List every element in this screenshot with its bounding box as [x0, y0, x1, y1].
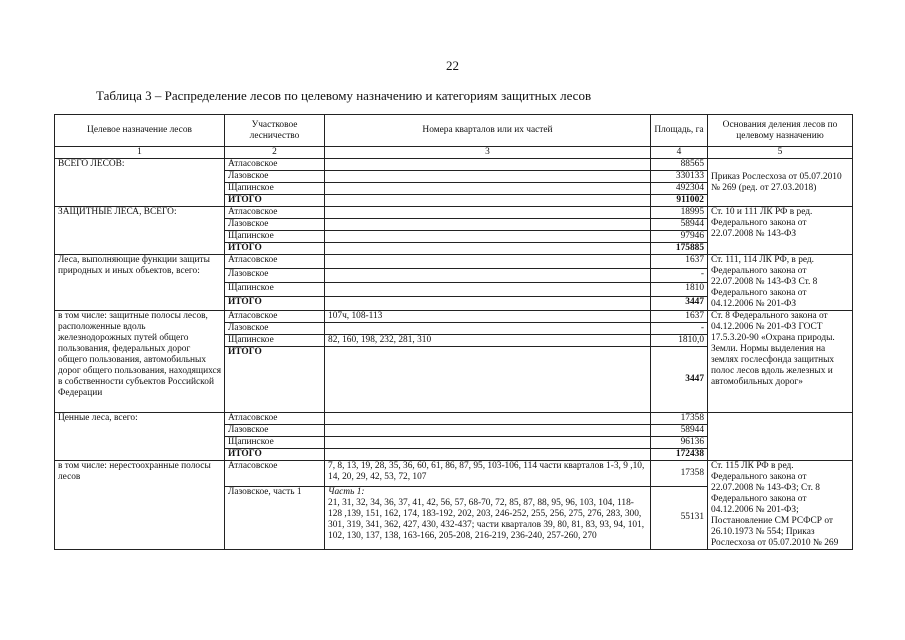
quarters-cell [325, 297, 651, 311]
basis-cell [708, 413, 853, 461]
table-row [55, 207, 853, 219]
header-row [55, 115, 853, 147]
header-forestry: Участковое лесничество [225, 115, 325, 147]
header-quarters: Номера кварталов или их частей [325, 115, 651, 147]
forestry-cell: Лазовское, часть 1 [225, 486, 325, 549]
quarters-cell [325, 207, 651, 219]
quarters-cell: 107ч, 108-113 [325, 311, 651, 323]
area-cell: 55131 [651, 486, 708, 549]
header-number: 1 [55, 147, 225, 159]
quarters-cell [325, 255, 651, 269]
quarters-cell [325, 283, 651, 297]
area-cell: 1637 [651, 311, 708, 323]
area-cell: 17358 [651, 461, 708, 487]
header-basis: Основания деления лесов по целевому назначению [708, 115, 853, 147]
forestry-cell: Атласовское [225, 461, 325, 487]
area-cell: 88565 [651, 159, 708, 171]
total-label: ИТОГО [225, 449, 325, 461]
purpose-cell: в том числе: защитные полосы лесов, расположенные вдоль железнодорожных путей общего пользования, федеральных дорог общего пользования, автомобильных дорог общего пользования, находящихся в собственности субъектов Российской Федерации [55, 311, 225, 413]
header-area: Площадь, га [651, 115, 708, 147]
quarters-cell [325, 425, 651, 437]
area-cell: - [651, 323, 708, 335]
total-label: ИТОГО [225, 195, 325, 207]
area-cell: 58944 [651, 425, 708, 437]
header-number: 4 [651, 147, 708, 159]
quarters-cell [325, 171, 651, 183]
quarters-cell [325, 159, 651, 171]
forestry-cell: Щапинское [225, 437, 325, 449]
quarters-cell [325, 219, 651, 231]
quarters-cell: 7, 8, 13, 19, 28, 35, 36, 60, 61, 86, 87, 95, 103-106, 114 части кварталов 1-3, 9 ,10, 14, 20, 29, 42, 53, 72, 107 [325, 461, 651, 487]
purpose-cell: ВСЕГО ЛЕСОВ: [55, 159, 225, 207]
quarters-text: 21, 31, 32, 34, 36, 37, 41, 42, 56, 57, 68-70, 72, 85, 87, 88, 95, 96, 103, 104, 118-128 ,139, 151, 162, 174, 183-192, 202, 203, 246-252, 255, 256, 275, 276, 283, 300, 301, 319, 341, 362, 427, 430, 432-437; части кварталов 39, 80, 81, 83, 93, 94, 101, 102, 130, 137, 138, 163-166, 205-208, 216-219, 236-240, 257-260, 270 [328, 497, 645, 541]
total-area: 3447 [651, 347, 708, 413]
basis-cell: Ст. 115 ЛК РФ в ред. Федерального закона от 22.07.2008 № 143-ФЗ; Ст. 8 Федерального закона от 04.12.2006 № 201-ФЗ; Постановление СМ РСФСР от 26.10.1973 № 554; Приказ Рослесхоза от 05.07.2010 № 269 [708, 461, 853, 550]
quarters-cell [325, 269, 651, 283]
table-row [55, 311, 853, 323]
forestry-cell: Атласовское [225, 413, 325, 425]
total-area: 175885 [651, 243, 708, 255]
basis-cell: Ст. 111, 114 ЛК РФ, в ред. Федерального закона от 22.07.2008 № 143-ФЗ Ст. 8 Федерального закона от 04.12.2006 № 201-ФЗ [708, 255, 853, 311]
quarters-cell [325, 449, 651, 461]
area-cell: 17358 [651, 413, 708, 425]
quarters-cell [325, 195, 651, 207]
quarters-cell [325, 183, 651, 195]
forestry-cell: Лазовское [225, 219, 325, 231]
quarters-cell [325, 323, 651, 335]
header-number: 3 [325, 147, 651, 159]
part-label: Часть 1: [328, 486, 365, 497]
header-number: 2 [225, 147, 325, 159]
page-number: 22 [446, 58, 459, 73]
forestry-cell: Лазовское [225, 425, 325, 437]
total-area: 3447 [651, 297, 708, 311]
table-row [55, 159, 853, 171]
area-cell: 492304 [651, 183, 708, 195]
area-cell: 1810,0 [651, 335, 708, 347]
quarters-cell [325, 231, 651, 243]
quarters-cell [325, 413, 651, 425]
quarters-cell [325, 486, 651, 549]
total-area: 172438 [651, 449, 708, 461]
forestry-cell: Щапинское [225, 231, 325, 243]
total-area: 911002 [651, 195, 708, 207]
basis-cell: Ст. 10 и 111 ЛК РФ в ред. Федерального закона от 22.07.2008 № 143-ФЗ [708, 207, 853, 255]
forestry-cell: Атласовское [225, 255, 325, 269]
area-cell: 1637 [651, 255, 708, 269]
purpose-cell: Ценные леса, всего: [55, 413, 225, 461]
forestry-cell: Щапинское [225, 283, 325, 297]
forestry-cell: Атласовское [225, 311, 325, 323]
area-cell: - [651, 269, 708, 283]
total-label: ИТОГО [225, 347, 325, 413]
area-cell: 330133 [651, 171, 708, 183]
table-row [55, 461, 853, 487]
table-caption: Таблица 3 – Распределение лесов по целевому назначению и категориям защитных лесов [96, 88, 592, 103]
area-cell: 1810 [651, 283, 708, 297]
forest-distribution-table [54, 114, 853, 550]
area-cell: 96136 [651, 437, 708, 449]
purpose-cell: ЗАЩИТНЫЕ ЛЕСА, ВСЕГО: [55, 207, 225, 255]
forestry-cell: Щапинское [225, 183, 325, 195]
basis-cell: Приказ Рослесхоза от 05.07.2010 № 269 (ред. от 27.03.2018) [708, 159, 853, 207]
area-cell: 18995 [651, 207, 708, 219]
table-row [55, 255, 853, 269]
area-cell: 58944 [651, 219, 708, 231]
forestry-cell: Лазовское [225, 323, 325, 335]
basis-cell: Ст. 8 Федерального закона от 04.12.2006 № 201-ФЗ ГОСТ 17.5.3.20-90 «Охрана природы. Земли. Нормы выделения на землях гослесфонда защитных полос лесов вдоль железных и автомобильных дорог» [708, 311, 853, 413]
header-purpose: Целевое назначение лесов [55, 115, 225, 147]
forestry-cell: Лазовское [225, 171, 325, 183]
forestry-cell: Лазовское [225, 269, 325, 283]
table-row [55, 413, 853, 425]
total-label: ИТОГО [225, 297, 325, 311]
quarters-cell [325, 347, 651, 413]
quarters-cell: 82, 160, 198, 232, 281, 310 [325, 335, 651, 347]
purpose-cell: Леса, выполняющие функции защиты природных и иных объектов, всего: [55, 255, 225, 311]
forestry-cell: Атласовское [225, 159, 325, 171]
forestry-cell: Щапинское [225, 335, 325, 347]
header-number-row [55, 147, 853, 159]
header-number: 5 [708, 147, 853, 159]
forestry-cell: Атласовское [225, 207, 325, 219]
quarters-cell [325, 437, 651, 449]
quarters-cell [325, 243, 651, 255]
purpose-cell: в том числе: нерестоохранные полосы лесов [55, 461, 225, 550]
total-label: ИТОГО [225, 243, 325, 255]
area-cell: 97946 [651, 231, 708, 243]
